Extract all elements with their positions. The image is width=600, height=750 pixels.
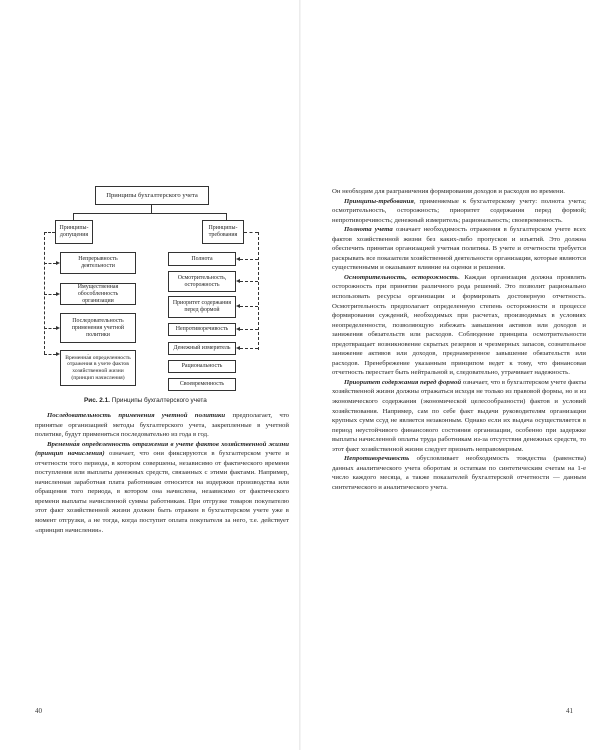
right-item-box: Непротиворечивость: [168, 323, 236, 336]
page-number: 41: [566, 707, 573, 715]
paragraph: [332, 273, 586, 378]
left-item-box: Имущественная обособленность организации: [60, 283, 136, 305]
term-heading: Временна́я определенность отражения в учете фактов хозяйственной жизни (принцип начисления): [35, 440, 289, 458]
left-arrow-line: [44, 328, 56, 329]
term-heading: Принципы-требования: [344, 197, 414, 205]
term-heading: Непротиворечивость: [344, 455, 410, 463]
figure-caption: [84, 397, 207, 404]
left-arrow-line: [44, 263, 56, 264]
left-body-text: [35, 411, 289, 535]
paragraph-text: . Каждая организация должна проявлять осторожность при принятии различного рода решений. Это позволит рационально использовать ресурсы организации и формировать достоверную отчетность. Осмотрительность предполагает определенную степень осторожности в процессе формирования суждений, необходимых при расчетах, производимых в условиях неопределенности, позволяющую избежать завышения активов или доходов и занижения обязательств или расходов. Соблюдение принципа осмотрительности предотвращает возникновение скрытых резервов и чрезмерных запасов, сознательное занижение активов или доходов, преднамеренное завышение обязательств или расходов. Пренебрежение указанным принципом ведет к тому, что финансовая отчетность перестает быть нейтральной и, следовательно, утрачивает надежность.: [332, 273, 586, 377]
right-arrowhead: [236, 304, 240, 308]
left-item-box: Непрерывность деятельности: [60, 252, 136, 274]
right-body-text: [332, 187, 586, 493]
paragraph: [332, 197, 586, 226]
right-bracket-top: [244, 232, 258, 233]
paragraph: [332, 187, 586, 197]
right-arrow-line: [240, 348, 258, 349]
paragraph: [332, 454, 586, 492]
term-heading: Приоритет содержания перед формой: [344, 378, 462, 386]
left-bracket-top: [44, 232, 55, 233]
right-item-box: Приоритет содержания перед формой: [168, 296, 236, 318]
connector: [73, 213, 227, 214]
term-heading: Осмотрительность, осторожность: [344, 273, 458, 281]
paragraph: [332, 378, 586, 454]
right-arrowhead: [236, 346, 240, 350]
principles-diagram: [0, 0, 298, 387]
caption-label: Рис. 2.1.: [84, 397, 110, 404]
paragraph: [35, 440, 289, 535]
connector: [151, 205, 152, 213]
right-arrow-line: [240, 329, 258, 330]
book-gutter: [299, 0, 301, 750]
paragraph-text: предполагает, что принятые организацией методы бухгалтерского учета, закрепленные в учетной политике, будут применяться последовательно из года в год.: [35, 412, 289, 439]
connector: [226, 213, 227, 220]
left-arrowhead: [56, 261, 60, 265]
paragraph-text: означает необходимость отражения в бухгалтерском учете всех фактов хозяйственной жизни без каких-либо пропусков и изъятий. Это должна обеспечить принятая организацией учетная политика. В учете и отчетности требуется раскрывать все показатели хозяйственной деятельности организации, которые являются существенными и оказывают влияние на оценки и решения.: [332, 226, 586, 272]
left-arrowhead: [56, 292, 60, 296]
left-arrowhead: [56, 326, 60, 330]
paragraph-text: , применяемые к бухгалтерскому учету: полнота учета; осмотрительность, осторожность; приоритет содержания перед формой; непротиворечивость; денежный измеритель; рациональность; своевременность.: [332, 197, 586, 224]
left-item-box: Временна́я определенность отражения в учете фактов хозяйственной жизни (принцип начисления): [60, 350, 136, 386]
right-group-box: Принципы-требования: [202, 220, 244, 244]
right-arrow-line: [240, 306, 258, 307]
term-heading: Последовательность применения учетной политики: [47, 412, 226, 419]
diagram-root-box: Принципы бухгалтерского учета: [95, 186, 209, 205]
right-arrow-line: [240, 259, 258, 260]
connector: [73, 213, 74, 220]
paragraph: [35, 411, 289, 440]
term-heading: Полнота учета: [344, 226, 393, 234]
right-item-box: Осмотрительность, осторожность: [168, 271, 236, 292]
right-arrow-line: [240, 281, 258, 282]
right-item-box: Денежный измеритель: [168, 342, 236, 355]
right-bracket: [258, 232, 259, 350]
right-item-box: Полнота: [168, 252, 236, 266]
left-group-box: Принципы-допущения: [55, 220, 93, 244]
paragraph-text: обусловливает необходимость тождества (равенства) данных аналитического учета оборотам и остаткам по синтетическим счетам на 1-е число каждого месяца, а также показателей бухгалтерской отчетности — данным синтетического и аналитического учета.: [332, 455, 586, 491]
paragraph-text: означает, что они фиксируются в бухгалтерском учете и отчетности того периода, в котором совершены, независимо от фактического времени поступления или выплаты денежных средств, связанных с этими фактами. Например, начисленная заработная плата работникам относится на издержки производства или обращения того периода, в котором она начислена, независимо от фактического времени выплаты начисленной суммы работникам. При отгрузке товаров покупателю этот факт хозяйственной жизни должен быть отражен в бухгалтерском учете уже в момент отгрузки, а не тогда, когда поступит оплата покупателя за него, т.е. действует «принцип начисления».: [35, 450, 290, 534]
right-arrowhead: [236, 279, 240, 283]
right-arrowhead: [236, 327, 240, 331]
caption-text: Принципы бухгалтерского учета: [111, 397, 207, 404]
left-arrow-line: [44, 294, 56, 295]
paragraph: [332, 225, 586, 273]
paragraph-text: означает, что в бухгалтерском учете факты хозяйственной жизни должны отражаться исходя не только из правовой формы, но и из экономического содержания (экономической целесообразности) фактов и условий хозяйствования. Например, сам по себе факт выдачи руководителям организации крупных сумм ссуд не является незаконным. Однако если их выдача осуществляется в период неустойчивого финансового состояния организации, особенно при задержке выплаты начисленной оплаты труда работникам из-за отсутствия денежных средств, то этот факт хозяйственной жизни следует признать неправомерным.: [332, 378, 586, 453]
left-arrow-line: [44, 354, 56, 355]
right-item-box: Своевременность: [168, 378, 236, 391]
left-page: [0, 0, 298, 750]
paragraph-text: Он необходим для разграничения формирования доходов и расходов во времени.: [332, 188, 565, 195]
left-bracket: [44, 232, 45, 354]
right-page: [302, 0, 600, 750]
page-number: 40: [35, 707, 42, 715]
right-item-box: Рациональность: [168, 360, 236, 373]
right-arrowhead: [236, 257, 240, 261]
left-item-box: Последовательность применения учетной политики: [60, 313, 136, 343]
left-arrowhead: [56, 352, 60, 356]
